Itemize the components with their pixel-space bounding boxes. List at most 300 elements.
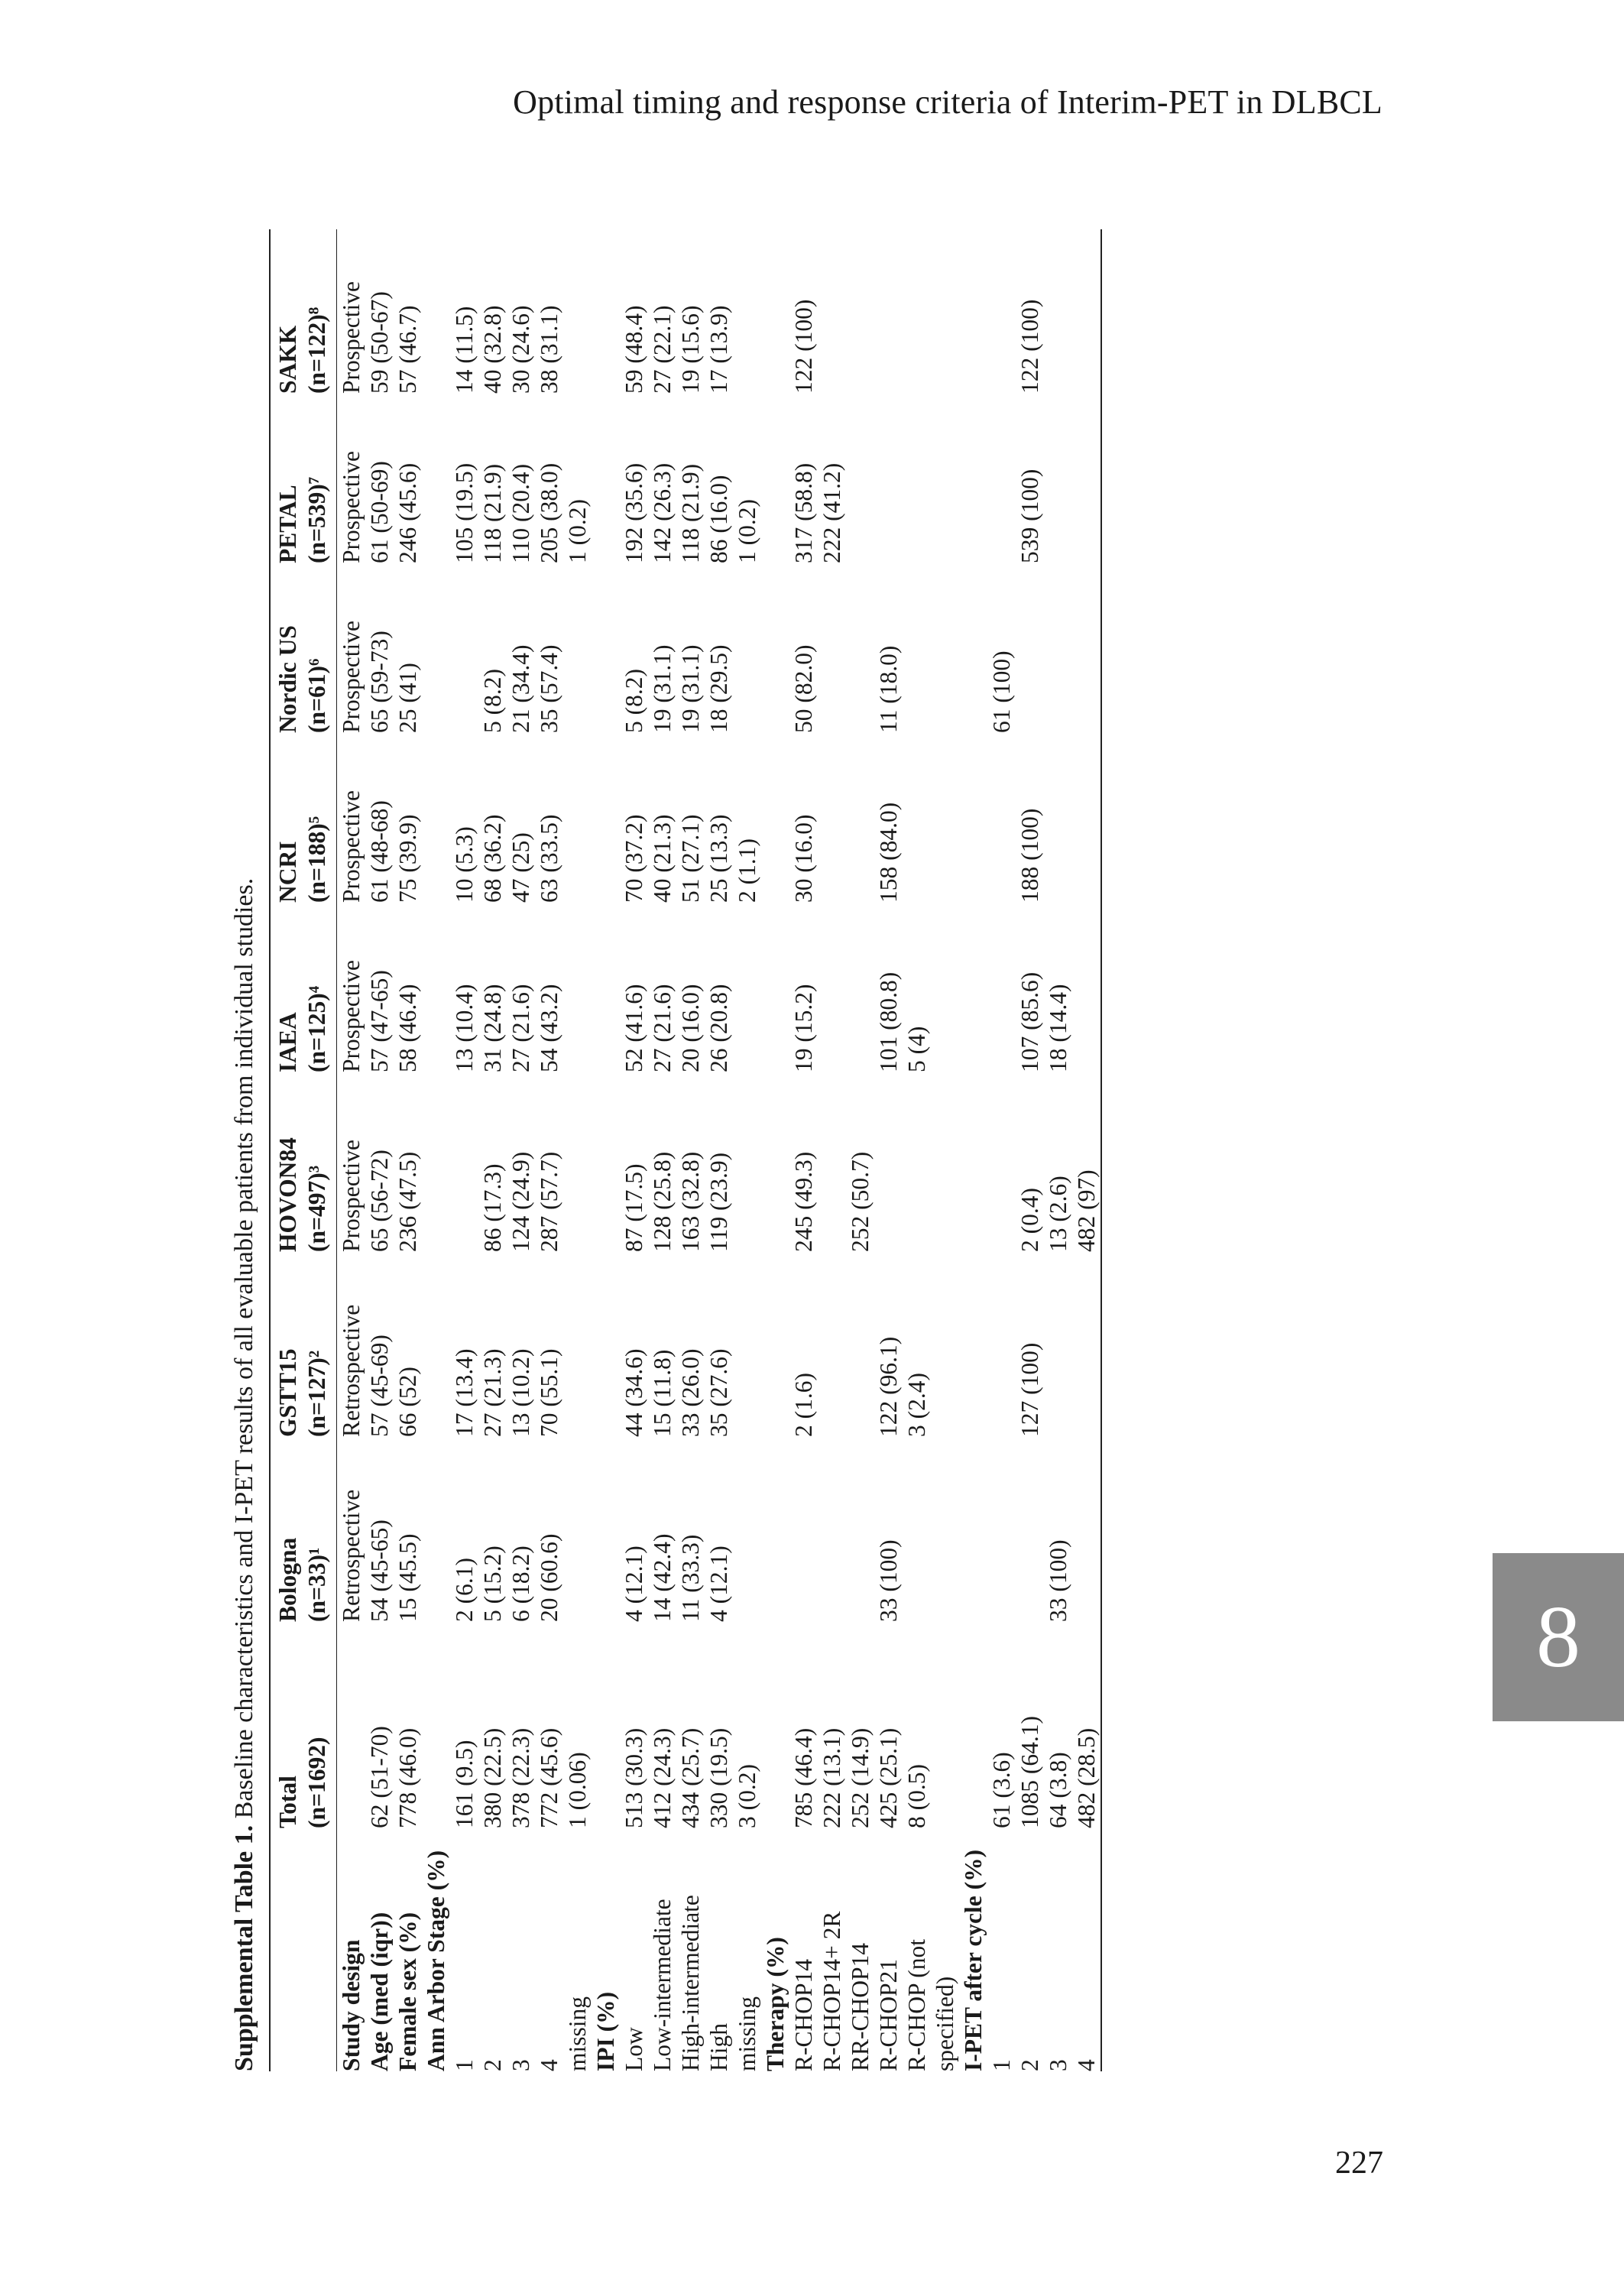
table-cell: 18 (29.5) xyxy=(705,644,732,733)
table-cell xyxy=(422,394,450,563)
table-cell xyxy=(987,1437,1016,1622)
table-cell xyxy=(761,903,789,1072)
table-cell: 44 (34.6) xyxy=(621,1348,647,1437)
column-count: (n=497)³ xyxy=(303,1165,330,1252)
table-cell: Retrospective xyxy=(338,1304,365,1437)
table-cell: 86 (16.0) xyxy=(705,475,732,563)
table-cell: 2 (1.1) xyxy=(734,838,760,903)
table-cell: 18 (14.4) xyxy=(1045,984,1071,1072)
table-cell: 482 (28.5) xyxy=(1073,1727,1100,1828)
table-row xyxy=(846,229,874,2071)
column-count: (n=127)² xyxy=(303,1350,330,1437)
table-cell: 15 (45.5) xyxy=(394,1533,421,1622)
table-cell xyxy=(903,1072,931,1252)
table-row xyxy=(818,229,846,2071)
table-cell xyxy=(818,229,846,394)
table-cell xyxy=(592,229,620,394)
table-cell: 59 (50-67) xyxy=(366,291,393,394)
table-cell: 158 (84.0) xyxy=(875,802,902,903)
table-cell xyxy=(987,733,1016,903)
table-cell xyxy=(846,733,874,903)
table-cell xyxy=(563,229,592,394)
table-row xyxy=(1016,229,1044,2071)
table-cell xyxy=(592,1252,620,1437)
table-cell: 118 (21.9) xyxy=(479,463,506,563)
table-cell xyxy=(959,394,987,563)
table-cell xyxy=(846,1437,874,1622)
table-cell xyxy=(846,563,874,733)
table-cell xyxy=(592,733,620,903)
table-cell xyxy=(733,563,761,733)
table-cell: 236 (47.5) xyxy=(394,1151,421,1252)
table-cell: 772 (45.6) xyxy=(536,1727,562,1828)
table-cell: 33 (100) xyxy=(875,1539,902,1622)
table-cell: 40 (21.3) xyxy=(649,814,676,903)
table-cell: 5 (15.2) xyxy=(479,1545,506,1622)
table-cell xyxy=(733,1252,761,1437)
table-cell: 70 (37.2) xyxy=(621,814,647,903)
table-cell xyxy=(563,1072,592,1252)
table-cell: 5 (4) xyxy=(903,1026,930,1072)
table-cell xyxy=(761,1437,789,1622)
table-row xyxy=(507,229,535,2071)
table-cell: 101 (80.8) xyxy=(875,971,902,1072)
column-header xyxy=(270,394,337,563)
table-cell: 252 (14.9) xyxy=(847,1727,874,1828)
table-cell: 13 (10.4) xyxy=(451,984,478,1072)
table-cell: 65 (59-73) xyxy=(366,631,393,733)
table-cell xyxy=(1044,1252,1072,1437)
table-cell xyxy=(592,1622,620,1828)
table-cell xyxy=(987,903,1016,1072)
table-cell: 20 (60.6) xyxy=(536,1533,562,1622)
table-cell: 110 (20.4) xyxy=(507,463,534,563)
table-cell xyxy=(818,1072,846,1252)
table-cell xyxy=(1072,229,1101,394)
column-header xyxy=(270,229,337,394)
table-cell: 15 (11.8) xyxy=(649,1349,676,1437)
table-cell: 188 (100) xyxy=(1016,808,1043,903)
table-cell: 70 (55.1) xyxy=(536,1348,562,1437)
row-label: IPI (%) xyxy=(592,1991,619,2071)
table-cell xyxy=(931,1437,959,1622)
table-cell xyxy=(1044,563,1072,733)
row-label: 3 xyxy=(507,2059,534,2071)
column-name: SAKK xyxy=(274,325,301,394)
table-row xyxy=(648,229,676,2071)
table-cell xyxy=(818,1252,846,1437)
table-cell: 27 (21.6) xyxy=(649,984,676,1072)
table-cell xyxy=(733,229,761,394)
table-cell xyxy=(592,1437,620,1622)
table-row xyxy=(620,229,648,2071)
table-cell xyxy=(959,1072,987,1252)
table-cell xyxy=(592,903,620,1072)
table-cell xyxy=(959,1437,987,1622)
table-row xyxy=(592,229,620,2071)
table-cell: 47 (25) xyxy=(507,832,534,903)
table-cell: 27 (21.6) xyxy=(507,984,534,1072)
table-cell: 54 (45-65) xyxy=(366,1519,393,1622)
table-cell: 59 (48.4) xyxy=(621,305,647,394)
table-cell: 19 (15.6) xyxy=(677,305,704,394)
table-cell: 378 (22.3) xyxy=(507,1727,534,1828)
table-cell: 425 (25.1) xyxy=(875,1727,902,1828)
table-cell xyxy=(846,394,874,563)
table-cell: 14 (42.4) xyxy=(649,1533,676,1622)
column-name: IAEA xyxy=(274,1012,301,1072)
column-name: Bologna xyxy=(274,1537,301,1622)
table-cell xyxy=(874,229,903,394)
table-cell xyxy=(1072,733,1101,903)
table-cell: 10 (5.3) xyxy=(451,826,478,903)
table-cell xyxy=(903,394,931,563)
table-body xyxy=(337,229,1102,2071)
table-cell: 1 (0.2) xyxy=(734,499,760,563)
table-cell xyxy=(987,1252,1016,1437)
table-row xyxy=(478,229,507,2071)
table-cell: 127 (100) xyxy=(1016,1342,1043,1437)
table-cell: 3 (0.2) xyxy=(734,1764,760,1828)
table-row xyxy=(450,229,478,2071)
table-cell xyxy=(1016,1437,1044,1622)
column-count: (n=1692) xyxy=(303,1737,330,1828)
table-cell xyxy=(987,229,1016,394)
table-cell xyxy=(761,229,789,394)
table-cell: 330 (19.5) xyxy=(705,1727,732,1828)
row-label: Therapy (%) xyxy=(762,1937,789,2071)
table-cell xyxy=(761,394,789,563)
table-cell: 57 (45-69) xyxy=(366,1335,393,1437)
table-cell xyxy=(931,1622,959,1828)
table-row xyxy=(563,229,592,2071)
column-name: PETAL xyxy=(274,485,301,563)
table-cell: 252 (50.7) xyxy=(847,1151,874,1252)
table-cell xyxy=(931,394,959,563)
table-cell: 380 (22.5) xyxy=(479,1727,506,1828)
row-label: High xyxy=(705,2023,732,2071)
table-cell: 6 (18.2) xyxy=(507,1545,534,1622)
row-label: 2 xyxy=(479,2059,506,2071)
table-cell xyxy=(987,1072,1016,1252)
table-cell: 35 (57.4) xyxy=(536,644,562,733)
table-cell xyxy=(818,903,846,1072)
table-cell: 20 (16.0) xyxy=(677,984,704,1072)
table-cell: 25 (13.3) xyxy=(705,814,732,903)
column-header xyxy=(270,563,337,733)
table-cell xyxy=(846,903,874,1072)
table-cell: Prospective xyxy=(338,1140,365,1252)
table-cell: 163 (32.8) xyxy=(677,1151,704,1252)
row-label: Low xyxy=(621,2027,647,2071)
table-cell: 51 (27.1) xyxy=(677,814,704,903)
row-label: R-CHOP14 xyxy=(790,1958,817,2071)
column-name: NCRI xyxy=(274,841,301,903)
row-label: missing xyxy=(564,1996,591,2071)
column-header xyxy=(270,1622,337,1828)
chapter-tab: 8 xyxy=(1493,1553,1624,1721)
table-cell: 107 (85.6) xyxy=(1016,971,1043,1072)
table-cell xyxy=(422,229,450,394)
table-cell xyxy=(1072,394,1101,563)
table-cell: 222 (41.2) xyxy=(818,462,845,563)
table-cell: 61 (48-68) xyxy=(366,800,393,903)
caption-label: Supplemental Table 1. xyxy=(230,1824,258,2071)
column-header xyxy=(270,1072,337,1252)
table-cell: 142 (26.3) xyxy=(649,462,676,563)
table-cell xyxy=(1044,733,1072,903)
table-cell xyxy=(931,1072,959,1252)
table-cell: 8 (0.5) xyxy=(903,1764,930,1828)
row-label: Study design xyxy=(338,1939,365,2071)
table-cell: 21 (34.4) xyxy=(507,644,534,733)
table-cell: 513 (30.3) xyxy=(621,1727,647,1828)
row-label: R-CHOP21 xyxy=(875,1958,902,2071)
table-cell xyxy=(903,229,931,394)
table-cell xyxy=(450,1072,478,1252)
table-cell xyxy=(422,1622,450,1828)
column-count: (n=125)⁴ xyxy=(303,985,330,1072)
table-cell: 57 (47-65) xyxy=(366,970,393,1072)
table-cell: 124 (24.9) xyxy=(507,1151,534,1252)
table-cell xyxy=(592,394,620,563)
table-cell xyxy=(592,1072,620,1252)
table-row xyxy=(705,229,733,2071)
table-cell xyxy=(846,1252,874,1437)
table-cell: 1 (0.2) xyxy=(564,499,591,563)
row-label: R-CHOP14+ 2R xyxy=(818,1911,845,2071)
row-label: specified) xyxy=(932,1976,958,2071)
table-cell: 105 (19.5) xyxy=(451,462,478,563)
table-cell: 1 (0.06) xyxy=(564,1752,591,1828)
running-header: Optimal timing and response criteria of Interim-PET in DLBCL xyxy=(513,83,1383,121)
column-count: (n=188)⁵ xyxy=(303,816,330,903)
table-cell: 785 (46.4) xyxy=(790,1727,817,1828)
table-cell xyxy=(931,733,959,903)
table-cell xyxy=(874,1072,903,1252)
row-label: R-CHOP (not xyxy=(903,1939,930,2071)
table-cell: 75 (39.9) xyxy=(394,814,421,903)
table-cell xyxy=(818,733,846,903)
table-cell: 19 (31.1) xyxy=(649,644,676,733)
table-cell xyxy=(422,563,450,733)
column-header xyxy=(270,1437,337,1622)
row-label: Female sex (%) xyxy=(394,1912,421,2071)
table-cell: Prospective xyxy=(338,281,365,394)
table-cell: 86 (17.3) xyxy=(479,1163,506,1252)
table-cell xyxy=(422,1437,450,1622)
table-cell: 128 (25.8) xyxy=(649,1151,676,1252)
table-cell: 27 (21.3) xyxy=(479,1348,506,1437)
table-cell: 118 (21.9) xyxy=(677,463,704,563)
row-label: 1 xyxy=(451,2059,478,2071)
table-cell: 4 (12.1) xyxy=(705,1545,732,1622)
table-row xyxy=(535,229,563,2071)
table-cell: 122 (96.1) xyxy=(875,1336,902,1437)
table-cell: 287 (57.7) xyxy=(536,1151,562,1252)
table-cell xyxy=(563,903,592,1072)
table-cell: 222 (13.1) xyxy=(818,1727,845,1828)
table-cell xyxy=(450,563,478,733)
table-cell xyxy=(1072,1437,1101,1622)
table-cell xyxy=(959,1252,987,1437)
table-cell xyxy=(563,1437,592,1622)
table-cell: 66 (52) xyxy=(394,1367,421,1437)
table-cell: 434 (25.7) xyxy=(677,1727,704,1828)
table-cell: 5 (8.2) xyxy=(621,669,647,733)
table-cell xyxy=(1044,394,1072,563)
table-row xyxy=(676,229,705,2071)
table-cell: 2 (6.1) xyxy=(451,1558,478,1622)
table-cell xyxy=(1016,563,1044,733)
table-cell: 30 (24.6) xyxy=(507,305,534,394)
table-cell: 17 (13.9) xyxy=(705,305,732,394)
table-row xyxy=(1072,229,1101,2071)
header-blank xyxy=(270,1828,337,2071)
table-cell: 192 (35.6) xyxy=(621,462,647,563)
table-cell: 57 (46.7) xyxy=(394,305,421,394)
table-cell xyxy=(931,229,959,394)
table-row xyxy=(931,229,959,2071)
table-cell xyxy=(789,1437,818,1622)
table-cell xyxy=(761,1252,789,1437)
table-cell xyxy=(761,733,789,903)
table-cell: 13 (10.2) xyxy=(507,1348,534,1437)
table-cell xyxy=(563,733,592,903)
table-row xyxy=(789,229,818,2071)
table-cell xyxy=(987,394,1016,563)
table-cell: 2 (1.6) xyxy=(790,1373,817,1437)
table-cell: 38 (31.1) xyxy=(536,305,562,394)
table-cell: 87 (17.5) xyxy=(621,1163,647,1252)
row-label: High-intermediate xyxy=(677,1895,704,2071)
table-cell: Prospective xyxy=(338,790,365,903)
table-cell xyxy=(846,229,874,394)
table-cell: 245 (49.3) xyxy=(790,1151,817,1252)
table-row xyxy=(903,229,931,2071)
table-cell: 317 (58.8) xyxy=(790,462,817,563)
table-cell xyxy=(931,903,959,1072)
column-header xyxy=(270,733,337,903)
table-cell xyxy=(563,563,592,733)
table-row xyxy=(337,229,366,2071)
table-cell: 30 (16.0) xyxy=(790,814,817,903)
table-cell xyxy=(903,733,931,903)
column-name: Total xyxy=(274,1776,301,1828)
table-cell: 119 (23.9) xyxy=(705,1152,732,1252)
table-cell: 3 (2.4) xyxy=(903,1373,930,1437)
table-cell: 26 (20.8) xyxy=(705,984,732,1072)
table-cell: 14 (11.5) xyxy=(451,306,478,394)
row-label: I-PET after cycle (%) xyxy=(960,1849,987,2071)
table-cell xyxy=(733,1437,761,1622)
table-cell: 63 (33.5) xyxy=(536,814,562,903)
table-row xyxy=(874,229,903,2071)
table-cell: 246 (45.6) xyxy=(394,462,421,563)
rotated-table-block xyxy=(229,229,1406,2071)
row-label: missing xyxy=(734,1996,760,2071)
caption-text: Baseline characteristics and I-PET results of all evaluable patients from individual studies. xyxy=(230,877,258,1825)
table-cell xyxy=(422,903,450,1072)
row-label: 1 xyxy=(988,2059,1015,2071)
table-cell xyxy=(592,563,620,733)
table-cell xyxy=(1072,903,1101,1072)
table-cell xyxy=(563,1252,592,1437)
table-cell xyxy=(422,733,450,903)
table-cell: 64 (3.8) xyxy=(1045,1752,1071,1828)
row-label: Low-intermediate xyxy=(649,1899,676,2071)
table-cell: 778 (46.0) xyxy=(394,1727,421,1828)
table-caption xyxy=(229,229,260,2071)
table-cell: 539 (100) xyxy=(1016,469,1043,563)
table-cell xyxy=(818,563,846,733)
table-cell: 122 (100) xyxy=(1016,299,1043,394)
row-label: 4 xyxy=(1073,2059,1100,2071)
table-cell xyxy=(818,1437,846,1622)
column-count: (n=33)¹ xyxy=(303,1547,330,1622)
row-label: RR-CHOP14 xyxy=(847,1942,874,2071)
table-cell: Prospective xyxy=(338,621,365,733)
table-cell: 61 (100) xyxy=(988,650,1015,733)
table-row xyxy=(422,229,450,2071)
column-count: (n=539)⁷ xyxy=(303,476,330,563)
table-cell: 412 (24.3) xyxy=(649,1727,676,1828)
table-cell xyxy=(337,1622,366,1828)
table-cell: 33 (26.0) xyxy=(677,1348,704,1437)
table-cell xyxy=(422,1252,450,1437)
table-cell: 5 (8.2) xyxy=(479,669,506,733)
table-row xyxy=(365,229,394,2071)
table-cell: Prospective xyxy=(338,451,365,563)
table-row xyxy=(987,229,1016,2071)
table-cell: 61 (50-69) xyxy=(366,461,393,563)
table-cell: 122 (100) xyxy=(790,299,817,394)
table-cell xyxy=(874,394,903,563)
table-cell: 4 (12.1) xyxy=(621,1545,647,1622)
column-name: HOVON84 xyxy=(274,1137,301,1252)
column-header xyxy=(270,903,337,1072)
table-row xyxy=(761,229,789,2071)
column-name: Nordic US xyxy=(274,625,301,733)
table-row xyxy=(1044,229,1072,2071)
table-cell xyxy=(733,1072,761,1252)
table-cell: 40 (32.8) xyxy=(479,305,506,394)
table-cell: 35 (27.6) xyxy=(705,1348,732,1437)
table-cell xyxy=(959,1622,987,1828)
table-cell xyxy=(959,563,987,733)
table-cell xyxy=(1044,229,1072,394)
table-cell: 482 (97) xyxy=(1073,1169,1100,1252)
table-cell: 62 (51-70) xyxy=(366,1726,393,1828)
row-label: 3 xyxy=(1045,2059,1071,2071)
table-cell: 1085 (64.1) xyxy=(1016,1716,1043,1828)
table-cell: 31 (24.8) xyxy=(479,984,506,1072)
table-cell: 52 (41.6) xyxy=(621,984,647,1072)
table-cell xyxy=(903,1437,931,1622)
table-cell: 61 (3.6) xyxy=(988,1752,1015,1828)
table-cell xyxy=(903,563,931,733)
table-cell: 25 (41) xyxy=(394,663,421,733)
row-label: Age (med (iqr)) xyxy=(366,1912,393,2071)
table-cell: 58 (46.4) xyxy=(394,984,421,1072)
column-count: (n=61)⁶ xyxy=(303,658,330,733)
table-cell xyxy=(1072,563,1101,733)
table-cell xyxy=(931,563,959,733)
row-label: Ann Arbor Stage (%) xyxy=(423,1850,449,2071)
row-label: 2 xyxy=(1016,2059,1043,2071)
table-cell: 27 (22.1) xyxy=(649,305,676,394)
row-label: 4 xyxy=(536,2059,562,2071)
